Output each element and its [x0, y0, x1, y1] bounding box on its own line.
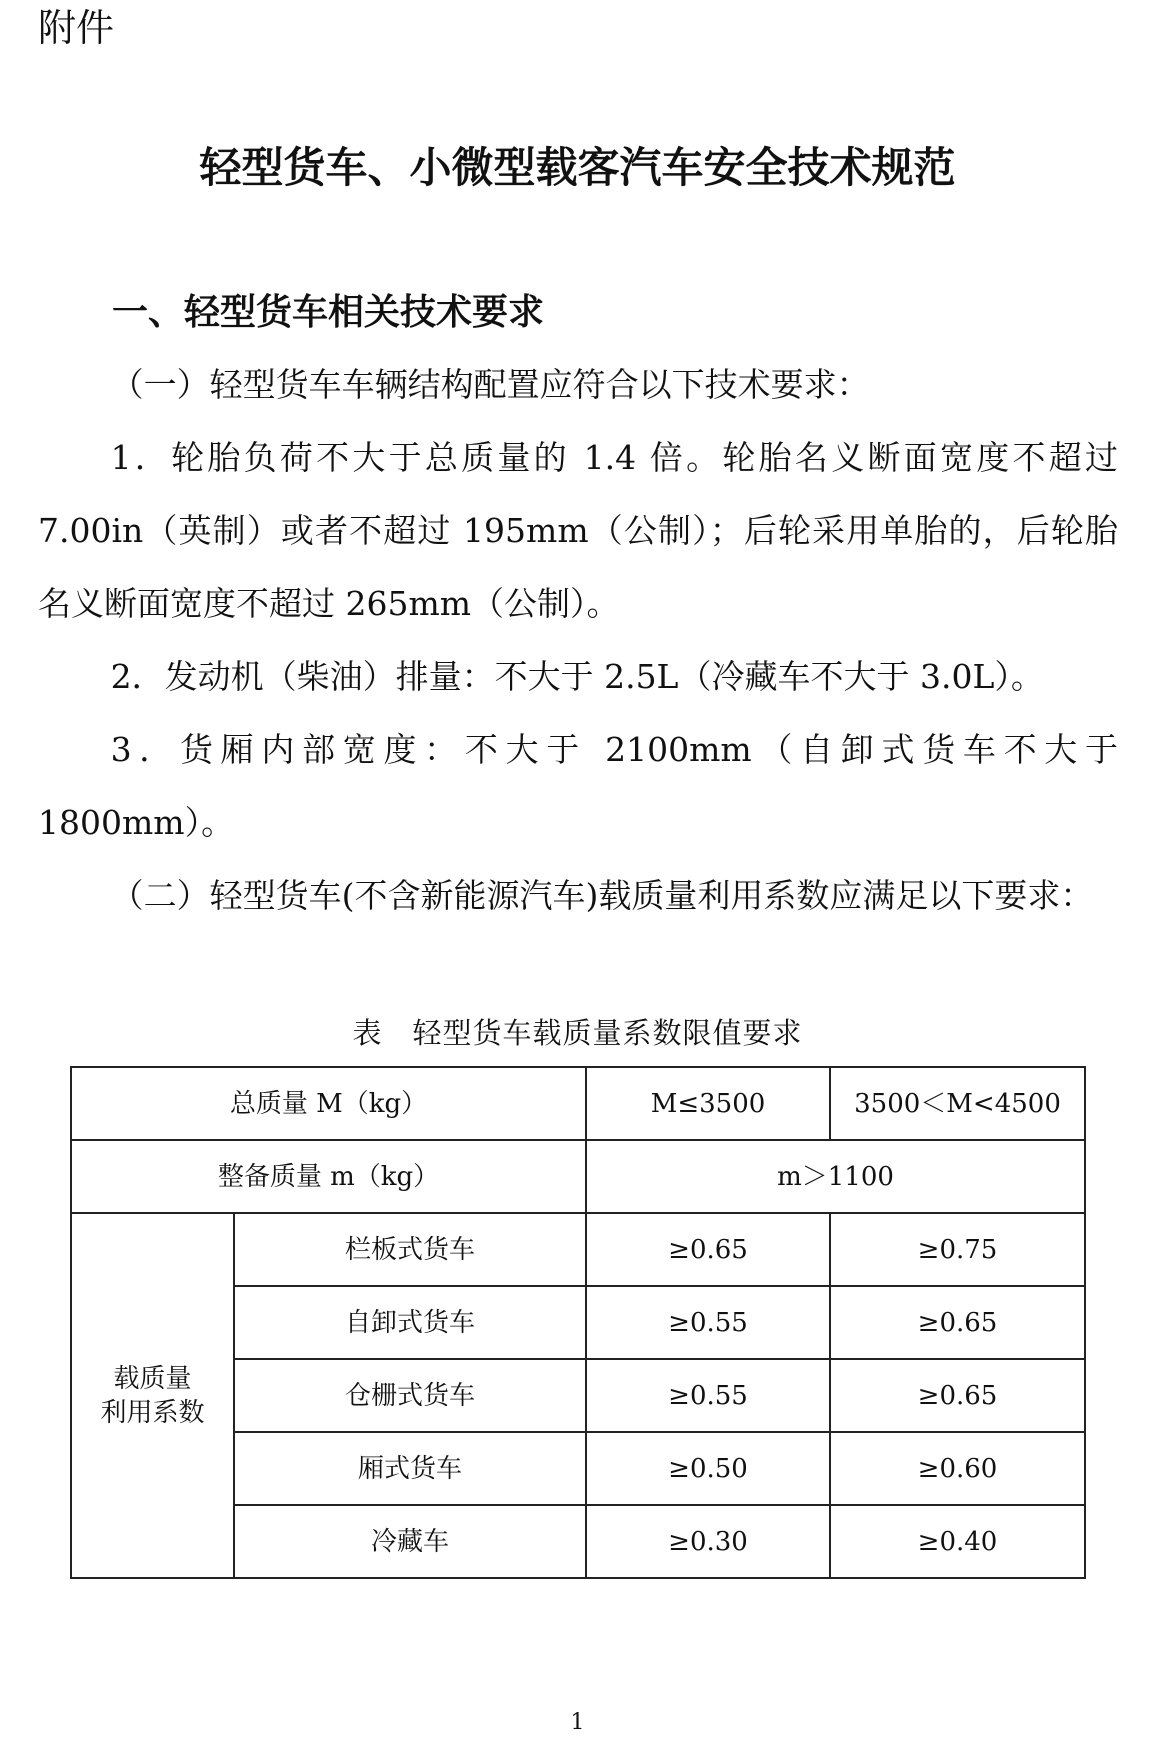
section-heading-light-trucks: 一、轻型货车相关技术要求: [112, 292, 545, 333]
total-mass-header: 总质量 M（kg）: [71, 1067, 586, 1140]
coef-high-cell: ≥0.65: [830, 1286, 1085, 1359]
label-line-2: 利用系数: [100, 1397, 205, 1428]
table-caption: 表 轻型货车载质量系数限值要求: [352, 1016, 803, 1050]
label-line-1: 载质量: [113, 1363, 192, 1394]
requirement-tire-load: 1．轮胎负荷不大于总质量的 1.4 倍。轮胎名义断面宽度不超过 7.00in（英制）或者不超过 195mm（公制）；后轮采用单胎的，后轮胎名义断面宽度不超过 265mm（公制）。: [38, 438, 1118, 623]
load-utilization-coefficient-label: [71, 1213, 234, 1578]
coef-low-cell: ≥0.65: [586, 1213, 830, 1286]
truck-type-cell: 自卸式货车: [234, 1286, 586, 1359]
coef-high-cell: ≥0.75: [830, 1213, 1085, 1286]
coef-high-cell: ≥0.40: [830, 1505, 1085, 1578]
requirement-cargo-width: 3．货厢内部宽度：不大于 2100mm（自卸式货车不大于 1800mm）。: [38, 730, 1118, 842]
requirement-engine-displacement: 2．发动机（柴油）排量：不大于 2.5L（冷藏车不大于 3.0L）。: [110, 657, 1044, 696]
coef-low-cell: ≥0.50: [586, 1432, 830, 1505]
table-row: [71, 1067, 1085, 1140]
coef-low-cell: ≥0.55: [586, 1359, 830, 1432]
curb-mass-value: m＞1100: [586, 1140, 1085, 1213]
table-row: [71, 1213, 1085, 1286]
page-number: 1: [570, 1710, 585, 1735]
table-row: [71, 1140, 1085, 1213]
load-coefficient-table: [70, 1066, 1086, 1579]
truck-type-cell: 仓栅式货车: [234, 1359, 586, 1432]
truck-type-cell: 冷藏车: [234, 1505, 586, 1578]
truck-type-cell: 厢式货车: [234, 1432, 586, 1505]
attachment-label: 附件: [38, 6, 115, 50]
coef-low-cell: ≥0.30: [586, 1505, 830, 1578]
subsection-load-coefficient: （二）轻型货车(不含新能源汽车)载质量利用系数应满足以下要求：: [110, 876, 1094, 915]
mass-range-low-header: M≤3500: [586, 1067, 830, 1140]
coef-high-cell: ≥0.60: [830, 1432, 1085, 1505]
coef-high-cell: ≥0.65: [830, 1359, 1085, 1432]
coef-low-cell: ≥0.55: [586, 1286, 830, 1359]
truck-type-cell: 栏板式货车: [234, 1213, 586, 1286]
document-title: 轻型货车、小微型载客汽车安全技术规范: [199, 143, 956, 192]
subsection-structure-requirements: （一）轻型货车车辆结构配置应符合以下技术要求：: [110, 365, 870, 404]
mass-range-high-header: 3500＜M<4500: [830, 1067, 1085, 1140]
curb-mass-label: 整备质量 m（kg）: [71, 1140, 586, 1213]
